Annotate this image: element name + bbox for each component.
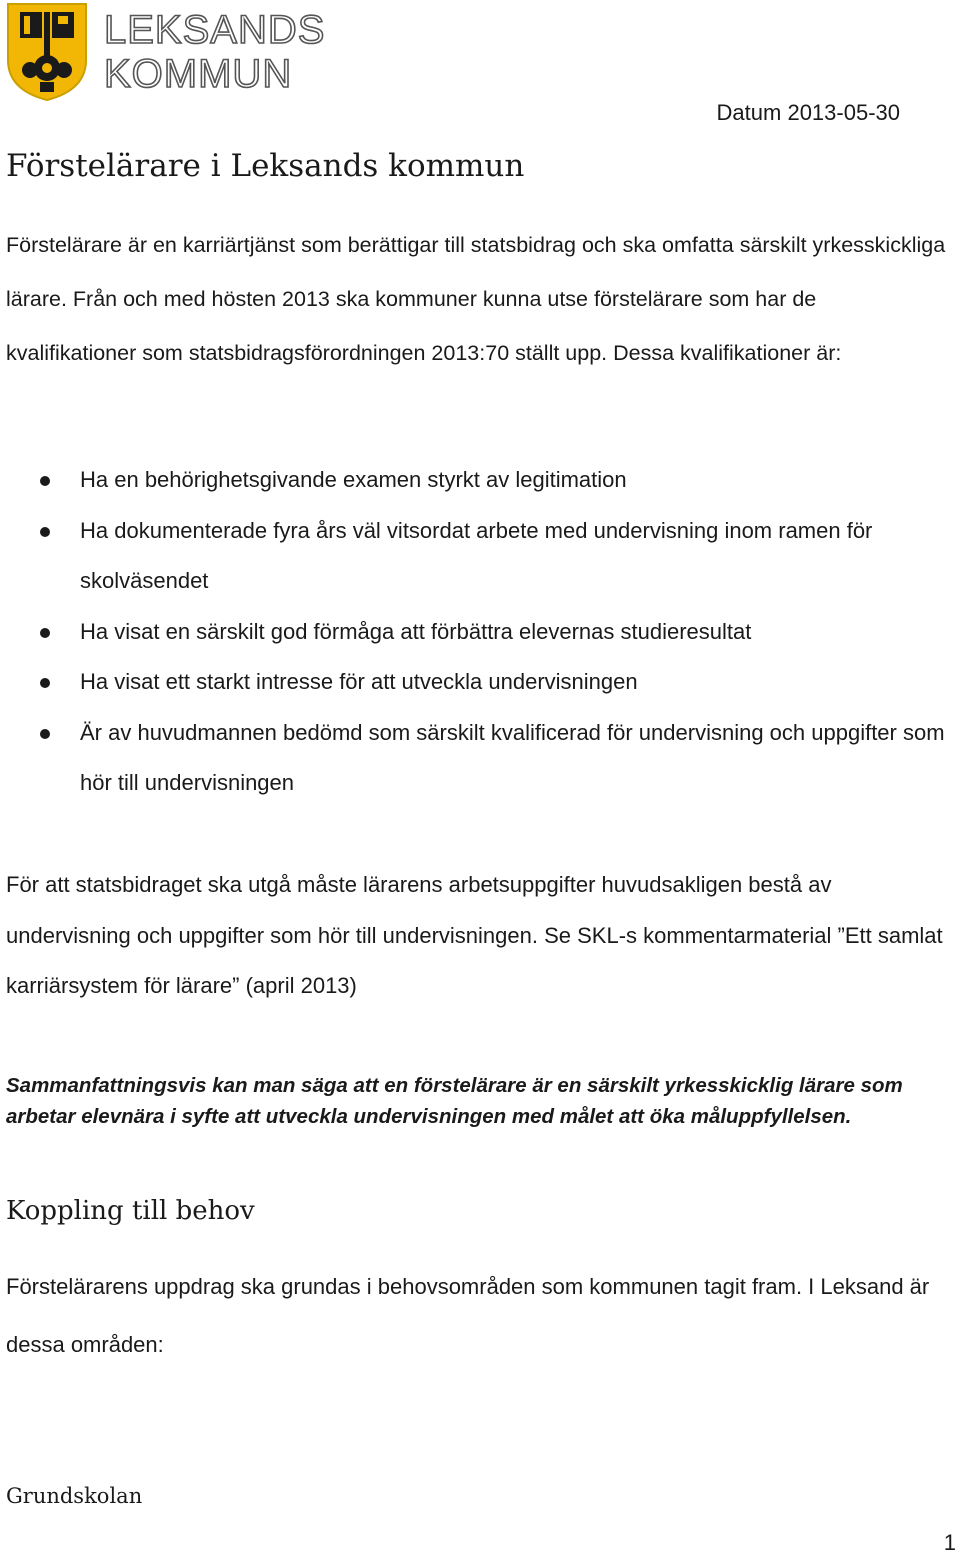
bullet-icon <box>40 678 50 688</box>
list-item-text: Ha dokumenterade fyra års väl vitsordat arbete med undervisning inom ramen för skolväsendet <box>80 517 873 593</box>
list-item <box>0 455 950 506</box>
list-item-text: Ha visat ett starkt intresse för att utveckla undervisningen <box>80 669 638 694</box>
bullet-icon <box>40 628 50 638</box>
list-item <box>0 657 950 708</box>
municipality-crest-logo <box>6 2 88 102</box>
logo-wordmark <box>104 8 325 96</box>
qualifications-list <box>0 455 950 809</box>
bullet-icon <box>40 527 50 537</box>
page-number: 1 <box>943 1530 956 1555</box>
page-title: Förstelärare i Leksands kommun <box>6 148 525 184</box>
logo-wordmark-line2: KOMMUN <box>104 52 293 96</box>
bullet-icon <box>40 476 50 486</box>
intro-paragraph: Förstelärare är en karriärtjänst som berättigar till statsbidrag och ska omfatta särskilt yrkesskickliga lärare. Från och med hösten 2013 ska kommuner kunna utse förstelärare som har de kvalifikationer som statsbidragsförordningen 2013:70 ställt upp. Dessa kvalifikationer är: <box>6 233 946 365</box>
list-item <box>0 708 950 809</box>
list-item-text: Är av huvudmannen bedömd som särskilt kvalificerad för undervisning och uppgifter som hör till undervisningen <box>80 719 945 795</box>
list-item-text: Ha visat en särskilt god förmåga att förbättra elevernas studieresultat <box>80 618 752 644</box>
document-date: Datum 2013-05-30 <box>716 100 900 125</box>
list-item <box>0 607 950 658</box>
statsbidrag-paragraph: För att statsbidraget ska utgå måste lärarens arbetsuppgifter huvudsakligen bestå av undervisning och uppgifter som hör till undervisningen. Se SKL-s kommentarmaterial ”Ett samlat karriärsystem för lärare” (april 2013) <box>6 872 943 998</box>
summary-paragraph: Sammanfattningsvis kan man säga att en förstelärare är en särskilt yrkesskicklig lärare som arbetar elevnära i syfte att utveckla undervisningen med målet att öka måluppfyllelsen. <box>6 1074 903 1128</box>
section-heading-koppling: Koppling till behov <box>6 1196 255 1226</box>
bullet-icon <box>40 729 50 739</box>
list-item-text: Ha en behörighetsgivande examen styrkt av legitimation <box>80 467 627 492</box>
section-heading-grundskolan: Grundskolan <box>6 1484 143 1508</box>
behov-paragraph: Förstelärarens uppdrag ska grundas i behovsområden som kommunen tagit fram. I Leksand är dessa områden: <box>6 1274 930 1357</box>
list-item <box>0 506 950 607</box>
logo-wordmark-line1: LEKSANDS <box>104 8 326 52</box>
